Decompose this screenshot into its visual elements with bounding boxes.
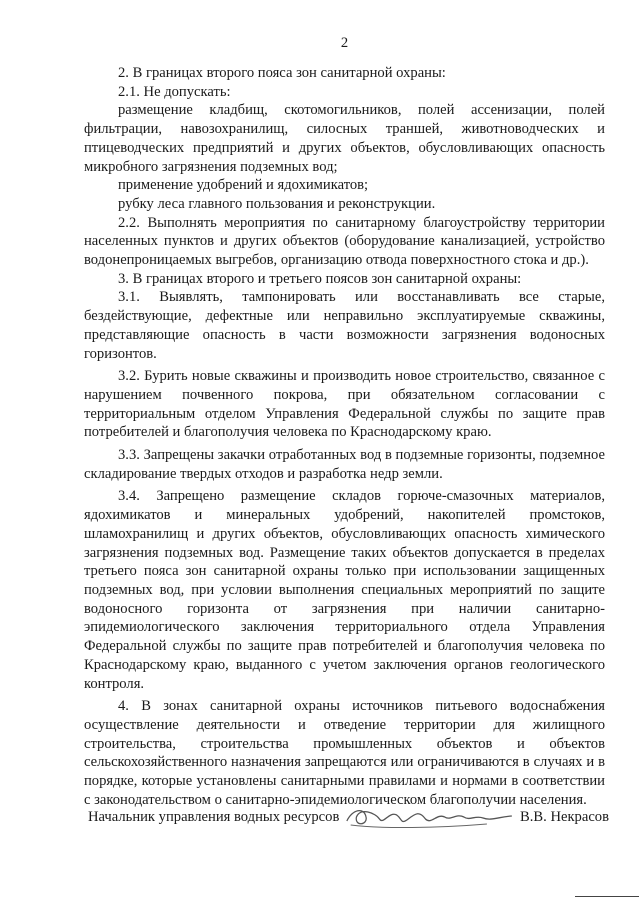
page-number: 2 [340, 35, 349, 51]
item-2-1-list-b: применение удобрений и ядохимикатов; [118, 177, 369, 194]
bottom-rule [575, 896, 639, 897]
section-3-heading: 3. В границах второго и третьего поясов зон санитарной охраны: [118, 270, 522, 287]
item-3-2: 3.2. Бурить новые скважины и производить новое строительство, связанное с нарушением почвенного покрова, при обязательном согласовании с территориальным отделом Управления Федеральной службы по защите прав потребителей и благополучия человека по Краснодарскому краю. [84, 368, 605, 441]
item-3-1: 3.1. Выявлять, тампонировать или восстанавливать все старые, бездействующие, дефектные или неправильно эксплуатируемые скважины, представляющие опасность в части возможности загрязнения водоносных горизонтов. [84, 289, 605, 362]
item-3-4: 3.4. Запрещено размещение складов горюче-смазочных материалов, ядохимикатов и минеральных удобрений, накопителей промстоков, шламохранилищ и других объектов, обусловливающих опасность химического загрязнения подземных вод. Размещение таких объектов допускается в пределах третьего пояса зон санитарной охраны только при использовании защищенных подземных вод, при условии выполнения специальных мероприятий по защите водоносного горизонта от загрязнения при наличии санитарно-эпидемиологического заключения территориального отдела Управления Федеральной службы по защите прав потребителей и благополучия человека по Краснодарскому краю, выданного с учетом заключения органов геологического контроля. [84, 488, 605, 692]
signatory-title: Начальник управления водных ресурсов [88, 808, 340, 825]
item-2-1: 2.1. Не допускать: [118, 83, 231, 100]
section-4: 4. В зонах санитарной охраны источников питьевого водоснабжения осуществление деятельности и отведение территории для жилищного строительства, строительства промышленных объектов и объектов сельскохозяйственного назначения запрещаются или ограничиваются в случаях и в порядке, которые установлены санитарными правилами и нормами в соответствии с законодательством о санитарно-эпидемиологическом благополучии населения. [84, 698, 605, 808]
signature-block [88, 803, 609, 831]
item-2-2: 2.2. Выполнять мероприятия по санитарному благоустройству территории населенных пунктов и других объектов (оборудование канализацией, устройство водонепроницаемых выгребов, организацию отвода поверхностного стока и др.). [84, 214, 605, 269]
section-2-heading: 2. В границах второго пояса зон санитарной охраны: [118, 65, 446, 81]
item-2-1-list-c: рубку леса главного пользования и реконструкции. [118, 195, 436, 212]
signatory-name: В.В. Некрасов [520, 808, 609, 825]
item-2-1-list-a: размещение кладбищ, скотомогильников, полей ассенизации, полей фильтрации, навозохранилищ, силосных траншей, животноводческих и птицеводческих предприятий и других объектов, обусловливающих опасность микробного загрязнения подземных вод; [84, 102, 605, 175]
handwritten-signature [343, 803, 516, 831]
item-3-3: 3.3. Запрещены закачки отработанных вод в подземные горизонты, подземное складирование твердых отходов и разработка недр земли. [84, 447, 605, 482]
